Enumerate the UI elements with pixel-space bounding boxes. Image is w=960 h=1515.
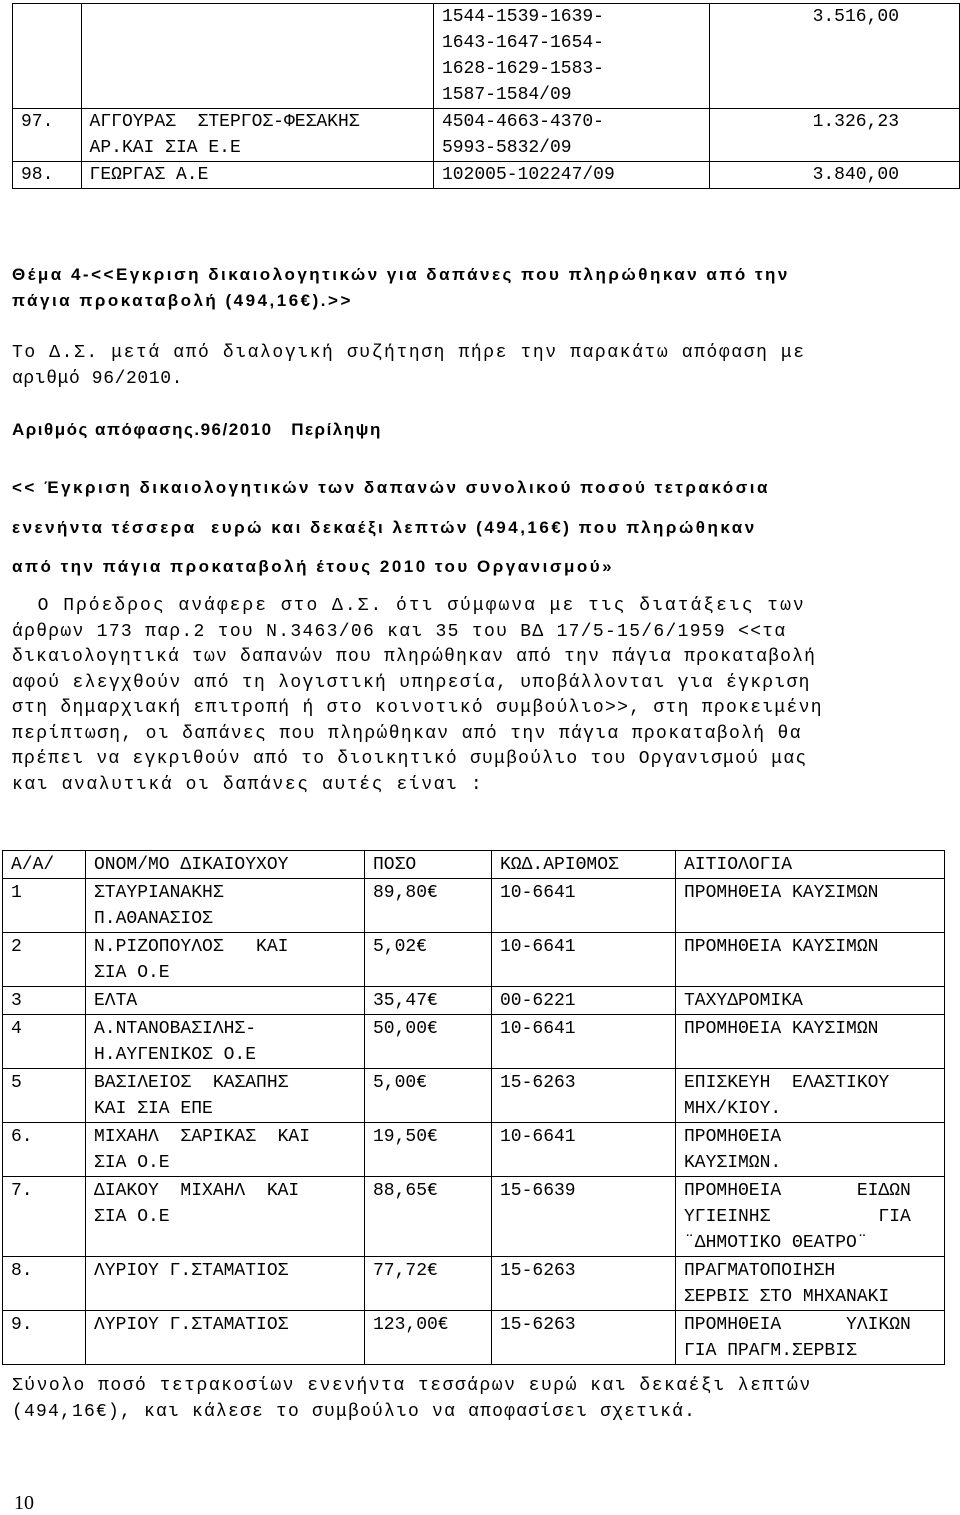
row-number: 8.: [3, 1257, 86, 1311]
invoice-numbers: 4504-4663-4370- 5993-5832/09: [433, 109, 709, 162]
reason: ΠΡΟΜΗΘΕΙΑ ΥΛΙΚΩΝ ΓΙΑ ΠΡΑΓΜ.ΣΕΡΒΙΣ: [676, 1311, 945, 1365]
paragraph-line: δικαιολογητικά των δαπανών που πληρώθηκαν από την πάγια προκαταβολή: [12, 647, 817, 667]
header-aa: Α/Α/: [3, 851, 86, 879]
invoice-table-continuation: [12, 3, 960, 189]
summary-line-2: ενενήντα τέσσερα ευρώ και δεκαέξι λεπτών (494,16€) που πληρώθηκαν: [12, 518, 757, 537]
reason: ΠΡΟΜΗΘΕΙΑ ΕΙΔΩΝ ΥΓΙΕΙΝΗΣ ΓΙΑ ¨ΔΗΜΟΤΙΚΟ ΘΕΑΤΡΟ¨: [676, 1177, 945, 1257]
row-number: 6.: [3, 1123, 86, 1177]
header-reason: ΑΙΤΙΟΛΟΓΙΑ: [676, 851, 945, 879]
row-number: 98.: [13, 162, 82, 189]
beneficiary-name: ΛΥΡΙΟΥ Γ.ΣΤΑΜΑΤΙΟΣ: [86, 1257, 365, 1311]
row-number: 9.: [3, 1311, 86, 1365]
summary-line-3: από την πάγια προκαταβολή έτους 2010 του Οργανισμού»: [12, 557, 615, 576]
reason: ΠΡΟΜΗΘΕΙΑ ΚΑΥΣΙΜΩΝ: [676, 933, 945, 987]
beneficiary-name: ΣΤΑΥΡΙΑΝΑΚΗΣ Π.ΑΘΑΝΑΣΙΟΣ: [86, 879, 365, 933]
decision-intro-line-2: αριθμό 96/2010.: [12, 369, 184, 389]
account-code: 15-6263: [492, 1257, 676, 1311]
row-number: [13, 4, 82, 109]
table-row: [3, 1177, 945, 1257]
invoice-numbers: 1544-1539-1639- 1643-1647-1654- 1628-1629-1583- 1587-1584/09: [433, 4, 709, 109]
row-number: 1: [3, 879, 86, 933]
header-amount: ΠΟΣΟ: [365, 851, 492, 879]
page-number: 10: [14, 1492, 34, 1514]
account-code: 15-6639: [492, 1177, 676, 1257]
amount: 3.516,00: [709, 4, 959, 109]
reason: ΠΡΟΜΗΘΕΙΑ ΚΑΥΣΙΜΩΝ: [676, 1015, 945, 1069]
table-row: [3, 933, 945, 987]
table-row: [13, 162, 960, 189]
header-beneficiary: ΟΝΟΜ/ΜΟ ΔΙΚΑΙΟΥΧΟΥ: [86, 851, 365, 879]
amount: 77,72€: [365, 1257, 492, 1311]
beneficiary-name: ΜΙΧΑΗΛ ΣΑΡΙΚΑΣ ΚΑΙ ΣΙΑ Ο.Ε: [86, 1123, 365, 1177]
amount: 123,00€: [365, 1311, 492, 1365]
beneficiary-name: Ν.ΡΙΖΟΠΟΥΛΟΣ ΚΑΙ ΣΙΑ Ο.Ε: [86, 933, 365, 987]
table-row: [13, 4, 960, 109]
topic-heading-line-1: Θέμα 4-<<Εγκριση δικαιολογητικών για δαπάνες που πληρώθηκαν από την: [12, 265, 790, 284]
table-row: [3, 879, 945, 933]
account-code: 15-6263: [492, 1311, 676, 1365]
beneficiary-name: ΕΛΤΑ: [86, 987, 365, 1015]
invoice-numbers: 102005-102247/09: [433, 162, 709, 189]
account-code: 15-6263: [492, 1069, 676, 1123]
row-number: 97.: [13, 109, 82, 162]
beneficiary-name: Α.ΝΤΑΝΟΒΑΣΙΛΗΣ- Η.ΑΥΓΕΝΙΚΟΣ Ο.Ε: [86, 1015, 365, 1069]
beneficiary-name: [81, 4, 433, 109]
beneficiary-name: ΒΑΣΙΛΕΙΟΣ ΚΑΣΑΠΗΣ ΚΑΙ ΣΙΑ ΕΠΕ: [86, 1069, 365, 1123]
paragraph-line: πρέπει να εγκριθούν από το διοικητικό συμβούλιο του Οργανισμού μας: [12, 749, 808, 769]
row-number: 5: [3, 1069, 86, 1123]
table-row: [3, 1015, 945, 1069]
paragraph-line: και αναλυτικά οι δαπάνες αυτές είναι :: [12, 774, 484, 795]
table-row: [3, 1123, 945, 1177]
reason: ΠΡΟΜΗΘΕΙΑ ΚΑΥΣΙΜΩΝ.: [676, 1123, 945, 1177]
expenses-table: [2, 850, 945, 1365]
amount: 5,00€: [365, 1069, 492, 1123]
paragraph-line: άρθρων 173 παρ.2 του Ν.3463/06 και 35 του ΒΔ 17/5-15/6/1959 <<τα: [12, 621, 787, 642]
account-code: 10-6641: [492, 1015, 676, 1069]
reason: ΤΑΧΥΔΡΟΜΙΚΑ: [676, 987, 945, 1015]
reason: ΕΠΙΣΚΕΥΗ ΕΛΑΣΤΙΚΟΥ ΜΗΧ/ΚΙΟΥ.: [676, 1069, 945, 1123]
amount: 35,47€: [365, 987, 492, 1015]
account-code: 10-6641: [492, 933, 676, 987]
row-number: 3: [3, 987, 86, 1015]
decision-number-label: Αριθμός απόφασης.96/2010 Περίληψη: [12, 420, 382, 439]
beneficiary-name: ΛΥΡΙΟΥ Γ.ΣΤΑΜΑΤΙΟΣ: [86, 1311, 365, 1365]
table-header-row: [3, 851, 945, 879]
table-row: [3, 987, 945, 1015]
closing-line-2: (494,16€), και κάλεσε το συμβούλιο να αποφασίσει σχετικά.: [12, 1402, 697, 1422]
table-row: [3, 1257, 945, 1311]
row-number: 4: [3, 1015, 86, 1069]
amount: 5,02€: [365, 933, 492, 987]
beneficiary-name: ΓΕΩΡΓΑΣ Α.Ε: [81, 162, 433, 189]
amount: 1.326,23: [709, 109, 959, 162]
table-row: [3, 1311, 945, 1365]
table-row: [13, 109, 960, 162]
amount: 3.840,00: [709, 162, 959, 189]
amount: 89,80€: [365, 879, 492, 933]
closing-line-1: Σύνολο ποσό τετρακοσίων ενενήντα τεσσάρων ευρώ και δεκαέξι λεπτών: [12, 1376, 812, 1396]
header-code: ΚΩΔ.ΑΡΙΘΜΟΣ: [492, 851, 676, 879]
decision-intro-line-1: Το Δ.Σ. μετά από διαλογική συζήτηση πήρε την παρακάτω απόφαση με: [12, 343, 806, 363]
paragraph-line: στη δημαρχιακή επιτροπή ή στο κοινοτικό συμβούλιο>>, στη προκειμένη: [12, 698, 823, 718]
amount: 88,65€: [365, 1177, 492, 1257]
reason: ΠΡΟΜΗΘΕΙΑ ΚΑΥΣΙΜΩΝ: [676, 879, 945, 933]
reason: ΠΡΑΓΜΑΤΟΠΟΙΗΣΗ ΣΕΡΒΙΣ ΣΤΟ ΜΗΧΑΝΑΚΙ: [676, 1257, 945, 1311]
paragraph-line: αφού ελεγχθούν από τη λογιστική υπηρεσία, υποβάλλονται για έγκριση: [12, 672, 811, 693]
summary-line-1: << Έγκριση δικαιολογητικών των δαπανών συνολικού ποσού τετρακόσια: [12, 478, 770, 497]
account-code: 10-6641: [492, 879, 676, 933]
table-row: [3, 1069, 945, 1123]
beneficiary-name: ΔΙΑΚΟΥ ΜΙΧΑΗΛ ΚΑΙ ΣΙΑ Ο.Ε: [86, 1177, 365, 1257]
beneficiary-name: ΑΓΓΟΥΡΑΣ ΣΤΕΡΓΟΣ-ΦΕΣΑΚΗΣ ΑΡ.ΚΑΙ ΣΙΑ Ε.Ε: [81, 109, 433, 162]
account-code: 10-6641: [492, 1123, 676, 1177]
amount: 50,00€: [365, 1015, 492, 1069]
row-number: 7.: [3, 1177, 86, 1257]
paragraph-line: Ο Πρόεδρος ανάφερε στο Δ.Σ. ότι σύμφωνα με τις διατάξεις των: [12, 596, 806, 616]
paragraph-line: περίπτωση, οι δαπάνες που πληρώθηκαν από την πάγια προκαταβολή θα: [12, 723, 802, 744]
amount: 19,50€: [365, 1123, 492, 1177]
account-code: 00-6221: [492, 987, 676, 1015]
row-number: 2: [3, 933, 86, 987]
topic-heading-line-2: πάγια προκαταβολή (494,16€).>>: [12, 291, 353, 310]
